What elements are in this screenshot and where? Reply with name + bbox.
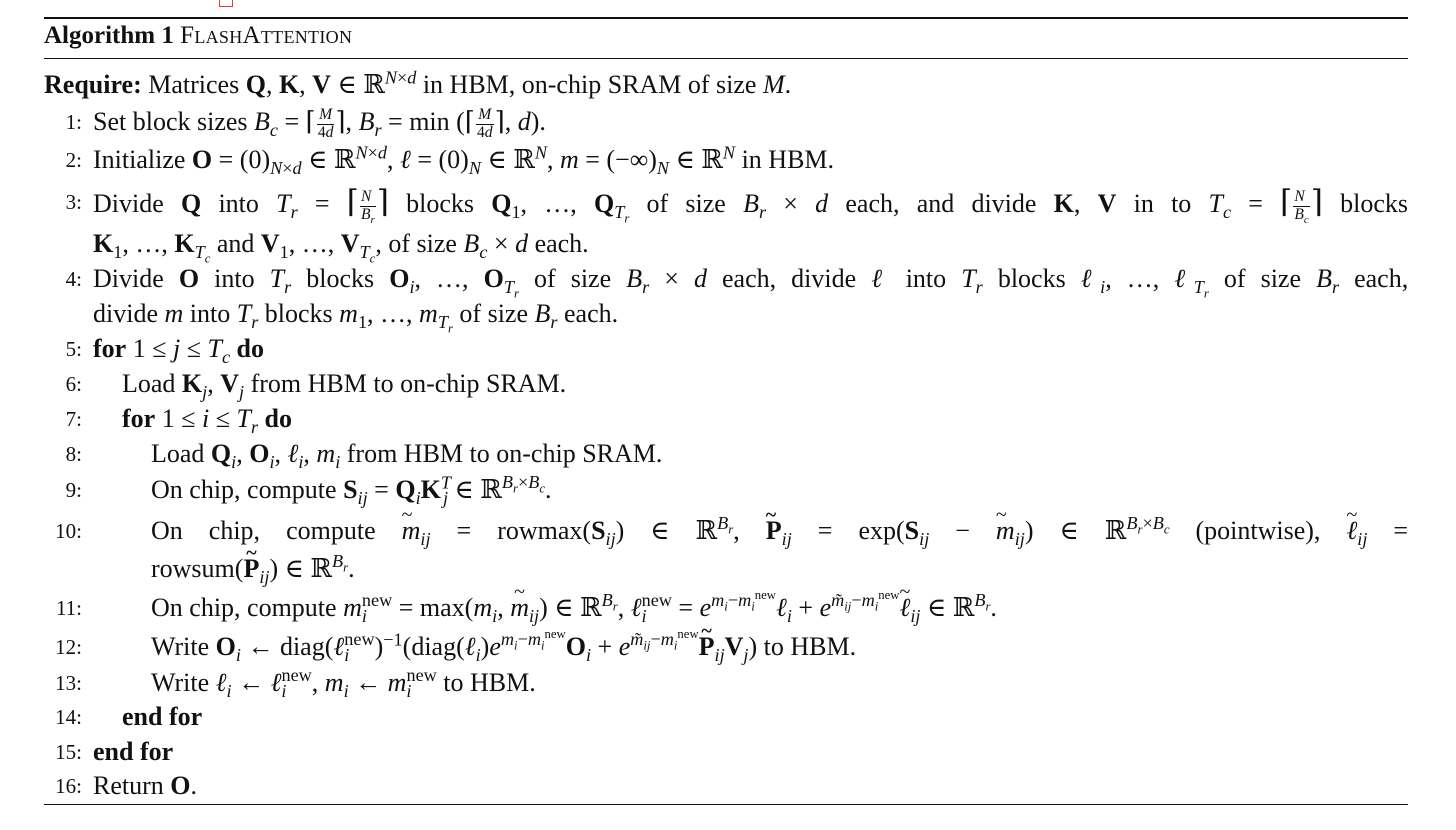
line-text: (pointwise), bbox=[1195, 516, 1321, 545]
line-text: into bbox=[189, 299, 231, 328]
require-line: Require: Matrices Q, K, V ∈ ℝ$^{N\times d}$ in HBM, on-chip SRAM of size M. bbox=[44, 67, 792, 99]
line-number: 13: bbox=[55, 671, 82, 695]
algorithm-line-3-cont: $K_1$, …, $K_{T_c}$ and $V_1$, …, $V_{T_c}$, of size $B_c \times d$ each. bbox=[93, 229, 589, 266]
require-text-2: in HBM, on-chip SRAM of size bbox=[422, 70, 757, 99]
line-number: 12: bbox=[55, 635, 82, 659]
algorithm-heading bbox=[44, 22, 352, 50]
require-label: Require: bbox=[44, 70, 142, 99]
line-number: 5: bbox=[65, 337, 82, 361]
keyword-end-for: end for bbox=[122, 702, 203, 731]
keyword-do: do bbox=[236, 334, 265, 363]
line-text: Load bbox=[122, 369, 176, 398]
line-number: 8: bbox=[65, 442, 82, 466]
line-text: blocks bbox=[306, 264, 375, 293]
line-text: new bbox=[641, 590, 672, 611]
keyword-for: for bbox=[93, 334, 127, 363]
line-text: each, divide bbox=[722, 264, 857, 293]
line-number: 2: bbox=[65, 148, 82, 172]
line-text: each, and divide bbox=[845, 189, 1037, 218]
line-text: from HBM to on-chip SRAM. bbox=[250, 369, 567, 398]
red-link-marker bbox=[219, 0, 233, 7]
line-text: of size bbox=[646, 189, 726, 218]
line-text: exp bbox=[858, 516, 896, 545]
line-text: rowmax bbox=[497, 516, 583, 545]
line-text: new bbox=[361, 590, 393, 611]
line-text: On chip, compute bbox=[151, 475, 337, 504]
line-text: blocks bbox=[1340, 189, 1408, 218]
line-text: divide bbox=[93, 299, 158, 328]
algorithm-line-4-cont: divide m into $T_r$ blocks $m_1$, …, $m_{T_r}$ of size $B_r$ each. bbox=[93, 299, 619, 336]
line-text: and bbox=[216, 229, 255, 258]
line-text: of size bbox=[388, 229, 457, 258]
line-number: 3: bbox=[65, 190, 82, 214]
line-text: of size bbox=[534, 264, 612, 293]
line-number: 1: bbox=[65, 110, 82, 134]
line-text: max bbox=[419, 593, 465, 622]
algorithm-label: Algorithm 1 bbox=[44, 22, 174, 49]
line-text: On bbox=[151, 516, 183, 545]
line-number: 6: bbox=[65, 372, 82, 396]
line-number: 10: bbox=[55, 519, 82, 543]
keyword-do: do bbox=[264, 404, 293, 433]
line-text: Divide bbox=[93, 189, 164, 218]
top-rule bbox=[44, 17, 1408, 19]
line-text: in to bbox=[1133, 189, 1192, 218]
line-text: min bbox=[409, 107, 450, 136]
require-text-1: Matrices bbox=[148, 70, 240, 99]
line-text: diag bbox=[411, 632, 457, 661]
line-text: Set block sizes bbox=[93, 107, 248, 136]
keyword-end-for: end for bbox=[93, 737, 174, 766]
line-text: chip, bbox=[208, 516, 261, 545]
line-text: rowsum bbox=[151, 554, 235, 583]
line-text: to HBM. bbox=[763, 632, 857, 661]
line-number: 7: bbox=[65, 407, 82, 431]
line-text: Load bbox=[151, 439, 205, 468]
line-text: Initialize bbox=[93, 145, 186, 174]
algorithm-name: FlashAttention bbox=[180, 22, 353, 49]
line-text: On chip, compute bbox=[151, 593, 337, 622]
line-text: Divide bbox=[93, 264, 164, 293]
line-number: 15: bbox=[55, 740, 82, 764]
line-text: blocks bbox=[264, 299, 333, 328]
line-text: of size bbox=[459, 299, 529, 328]
line-number: 9: bbox=[65, 478, 82, 502]
line-text: compute bbox=[286, 516, 376, 545]
line-text: Return bbox=[93, 771, 164, 800]
keyword-for: for bbox=[122, 404, 156, 433]
line-text: Write bbox=[151, 632, 210, 661]
line-number: 4: bbox=[65, 267, 82, 291]
line-text: into bbox=[214, 264, 255, 293]
line-text: into bbox=[905, 264, 947, 293]
line-text: Write bbox=[151, 668, 210, 697]
line-number: 11: bbox=[55, 596, 82, 620]
line-text: blocks bbox=[406, 189, 474, 218]
line-text: diag bbox=[279, 632, 325, 661]
line-text: into bbox=[218, 189, 259, 218]
line-number: 14: bbox=[55, 705, 82, 729]
line-text: from HBM to on-chip SRAM. bbox=[346, 439, 663, 468]
line-number: 16: bbox=[55, 774, 82, 798]
line-text: each. bbox=[534, 229, 589, 258]
line-text: of size bbox=[1223, 264, 1302, 293]
algorithm-page: Algorithm 1 FlashAttention Require: Matrices Q, K, V ∈ ℝ$^{N\times d}$ in HBM, on-chip SRAM of size M. 1: Set block sizes $B_c$ = ⌈ $\frac{M}{4d}$ ⌉, $B_r = \min$ (⌈ $\frac{M}{4d}$ ⌉, d). 2: Initialize $O = (0)_{N\times d}$ ∈ ℝ$^{N\times d}$, ℓ = $(0)_N$ ∈ ℝ$^N$, $m = (-\infty)_N$ ∈ ℝ$^N$ in HBM. 3: Divide Q into $T_r$ = ⌈ $\frac{N}{B_r}$ ⌉ blocks $Q_1$, …, $Q_{T_r}$ of size $B_r \times d$ each, and divide K, V in to $T_c$ = ⌈ $\frac{N}{B_c}$ ⌉ blocks $K_1$, …, $K_{T_c}$ and $V_1$, …, $V_{T_c}$, of size $B_c \times d$ each. 4: Divide O into $T_r$ blocks $O_i$, …, $O_{T_r}$ of size $B_r \times d$ each, divide ℓ into $T_r$ blocks ℓ$_i$, …, ℓ$_{T_r}$ of size $B_r$ each, divide m into $T_r$ blocks $m_1$, …, $m_{T_r}$ of size $B_r$ each. 5: for $1 \le j \le T_c$ do 6: Load $K_j$, $V_j$ from HBM to on-chip SRAM. 7: for $1 \le i \le T_r$ do 8: Load $Q_i$, $O_i$, ℓ$_i$, $m_i$ from HBM to on-chip SRAM. 9: On chip, compute $S_{ij} = Q_iK^T_j$ ∈ ℝ$^{B_r\times B_c}$. 10: On chip, compute ~ $m_{ij} = rowmax(S_{ij})$ ∈ ℝ$^{B_r}$, ~ $P_{ij} = \exp(S_{ij}$ − ~ $m_{ij}$) ∈ ℝ$^{B_r\times B_c}$ (pointwise), ~ ℓ$_{ij}$ = rowsum(~ $P_{ij}$) ∈ ℝ$^{B_r}$. 11: On chip, compute $m_i^{new} = \max(m_i$, ~ $m_{ij}$) ∈ ℝ$^{B_r}$, ℓ$_i^{new}$ = $e^{m_i-m_i^{new}}\ell_i$ + $e^{m̃_{ij}-m_i^{new}}\sim$ ℓ$_{ij}$ ∈ ℝ$^{B_r}$. 12: Write $O_i$ ← $diag(\ell_i^{new})^{-1}(diag(\ell_i)e^{m_i-m_i^{new}}O_i$ + $e^{m̃_{ij}-m_i^{new}}\sim$ $P_{ij}V_j$) to HBM. 13: Write ℓ$_i$ ← ℓ$_i^{new}$, $m_i$ ← $m_i^{new}$ to HBM. 14: end for 15: end for 16: Return O. bbox=[0, 0, 1456, 830]
line-text: each. bbox=[563, 299, 619, 328]
header-rule bbox=[44, 58, 1408, 59]
line-text: blocks bbox=[997, 264, 1066, 293]
algorithm-line-10-cont: rowsum(~ $P_{ij}$) ∈ ℝ$^{B_r}$. bbox=[151, 552, 1408, 586]
line-text: to HBM. bbox=[443, 668, 536, 697]
line-text: in HBM. bbox=[741, 145, 835, 174]
bottom-rule bbox=[44, 804, 1408, 805]
